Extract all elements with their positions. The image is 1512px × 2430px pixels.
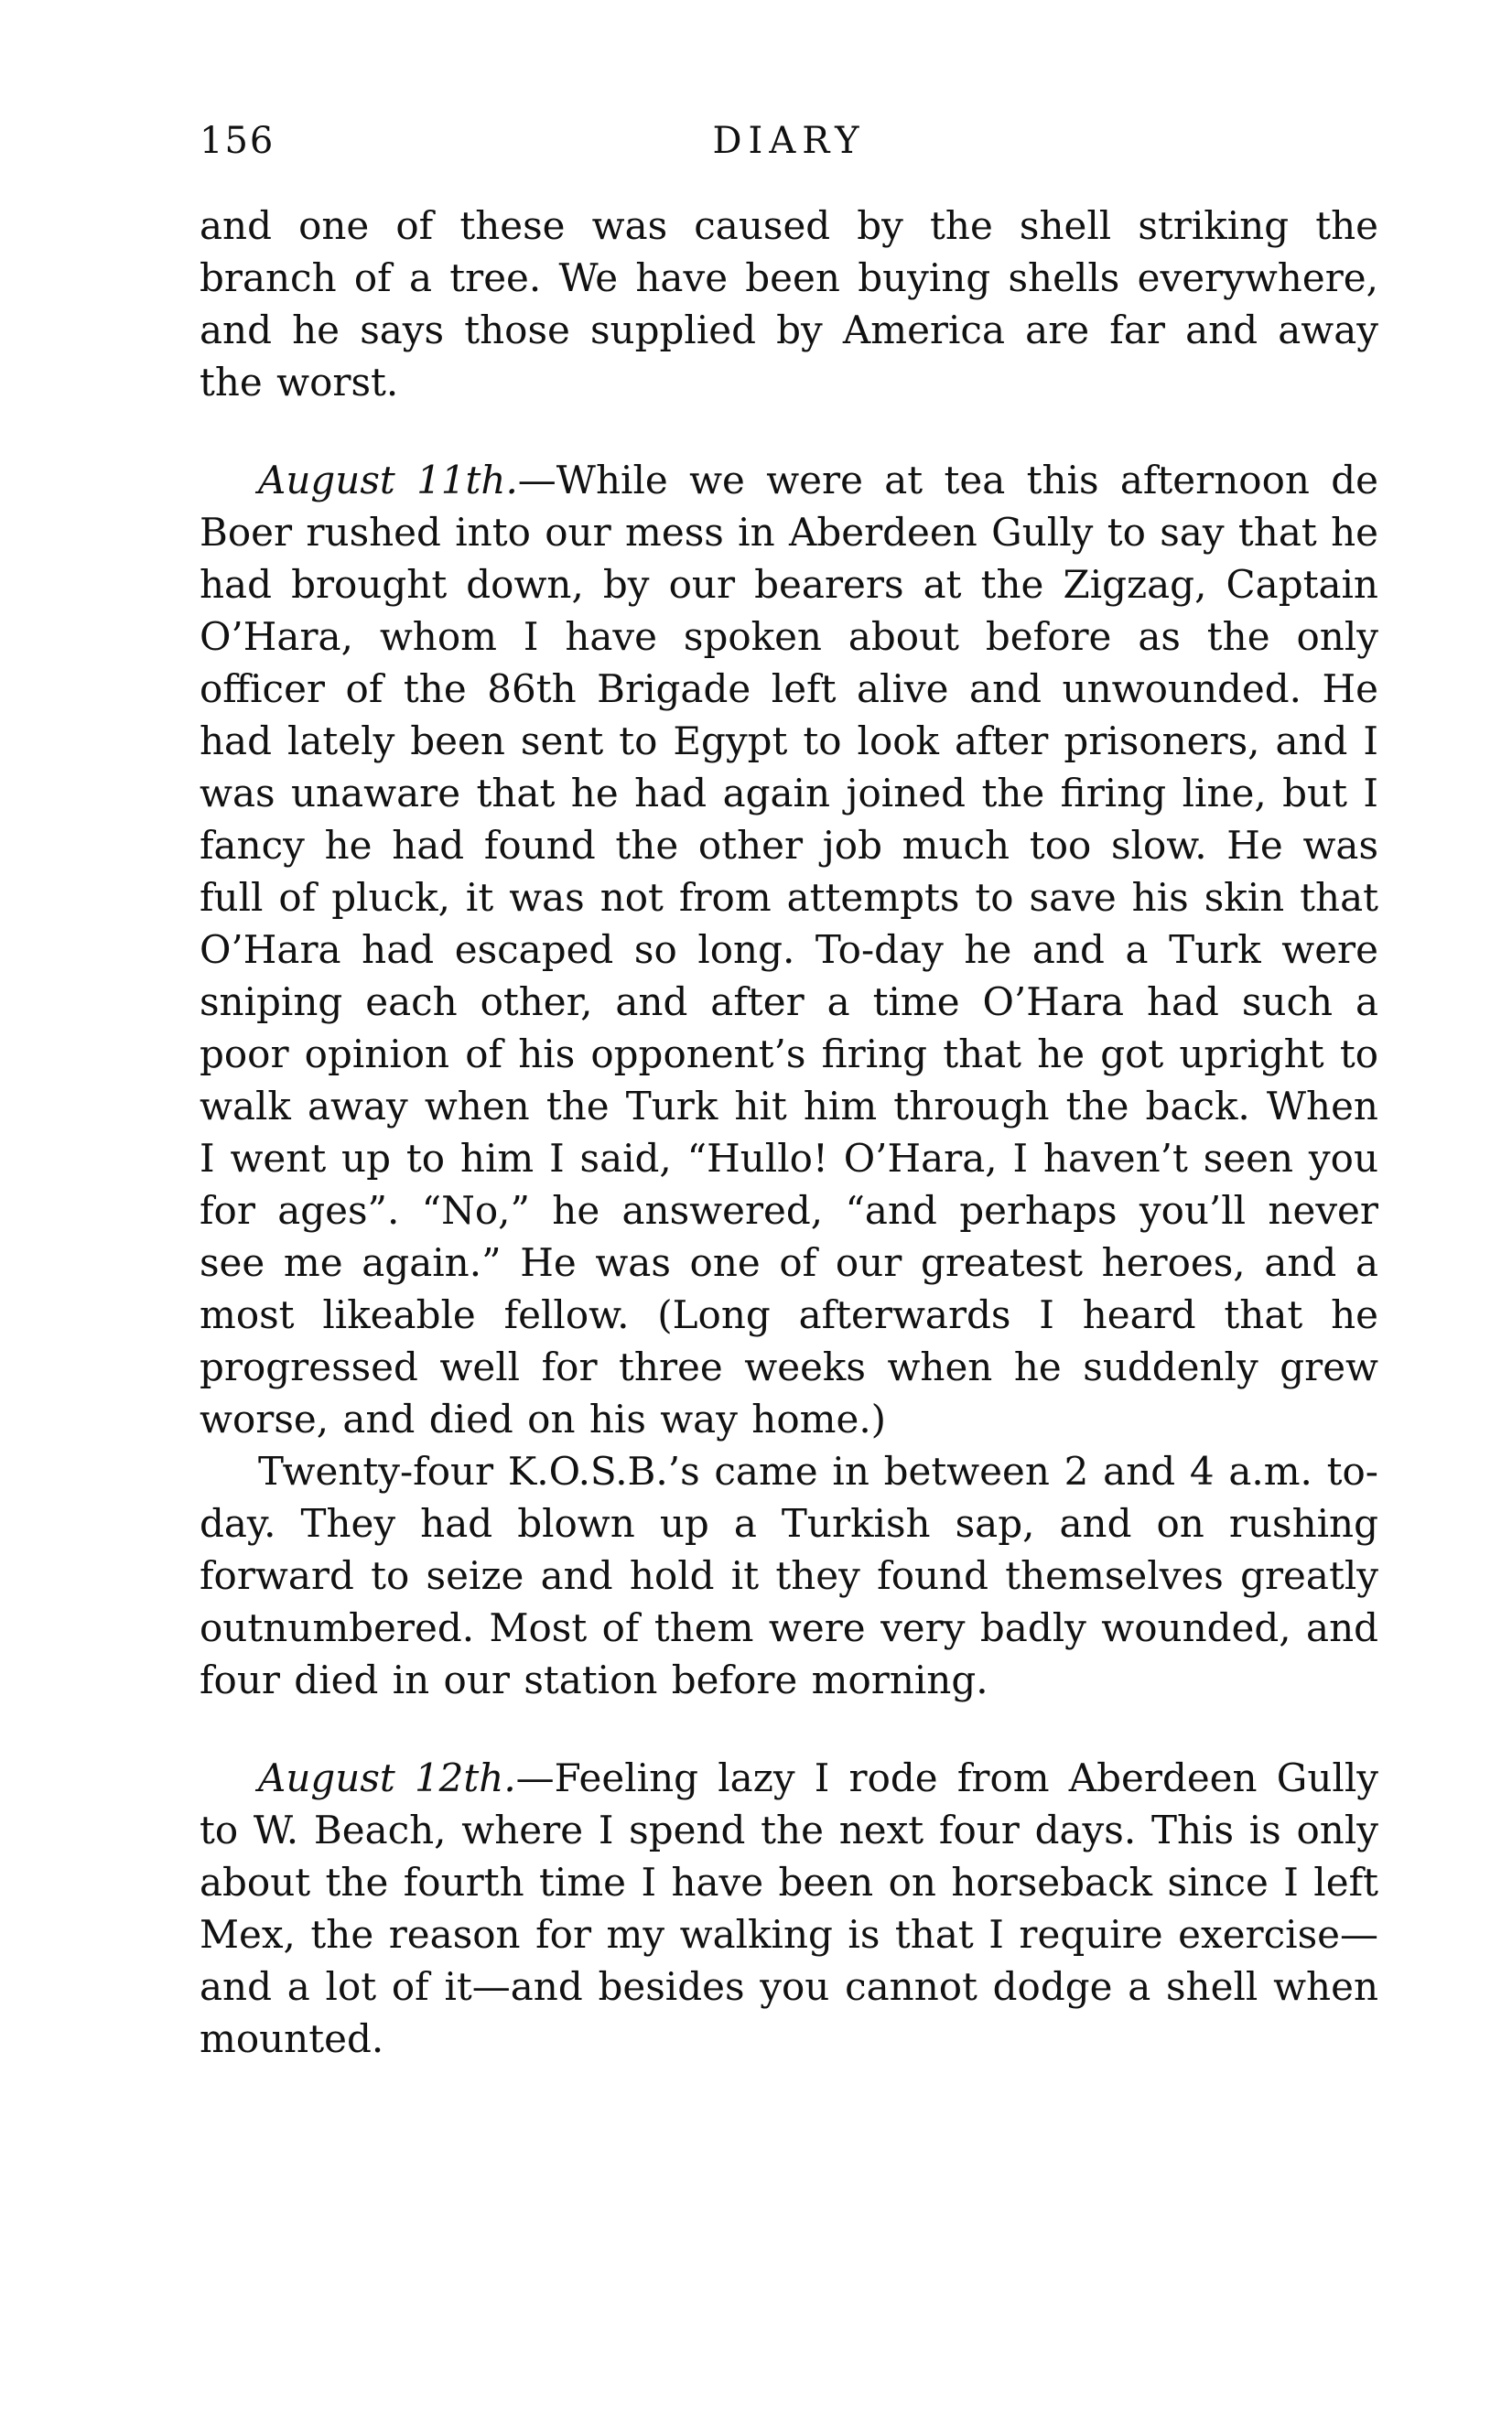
diary-entry-august-12 xyxy=(200,1752,1378,2065)
entry-date-august-12: August 12th. xyxy=(258,1755,516,1800)
entry-date-august-11: August 11th. xyxy=(258,458,518,502)
paragraph-kosb xyxy=(200,1445,1378,1706)
paragraph-text: and one of these was caused by the shell striking the branch of a tree. We have been buying shells everywhere, and he says those supplied by America are far and away the worst. xyxy=(200,203,1378,405)
entry-text: —Feeling lazy I rode from Aberdeen Gully to W. Beach, where I spend the next four days. This is only about the fourth time I have been on horseback since I left Mex, the reason for my walking is that I require exercise—and a lot of it—and besides you cannot dodge a shell when mounted. xyxy=(200,1755,1378,2061)
page-title: DIARY xyxy=(712,120,866,162)
diary-entry-august-11 xyxy=(200,454,1378,1445)
page-number: 156 xyxy=(200,120,275,162)
entry-text: —While we were at tea this afternoon de Boer rushed into our mess in Aberdeen Gully to say that he had brought down, by our bearers at the Zigzag, Captain O’Hara, whom I have spoken about before as the only officer of the 86th Brigade left alive and unwounded. He had lately been sent to Egypt to look after prisoners, and I was unaware that he had again joined the firing line, but I fancy he had found the other job much too slow. He was full of pluck, it was not from attempts to save his skin that O’Hara had escaped so long. To-day he and a Turk were sniping each other, and after a time O’Hara had such a poor opinion of his opponent’s firing that he got upright to walk away when the Turk hit him through the back. When I went up to him I said, “Hullo! O’Hara, I haven’t seen you for ages”. “No,” he answered, “and perhaps you’ll never see me again.” He was one of our greatest heroes, and a most likeable fellow. (Long afterwards I heard that he progressed well for three weeks when he suddenly grew worse, and died on his way home.) xyxy=(200,458,1378,1442)
paragraph-continuation xyxy=(200,200,1378,408)
paragraph-text: Twenty-four K.O.S.B.’s came in between 2 and 4 a.m. to-day. They had blown up a Turkish sap, and on rushing forward to seize and hold it they found themselves greatly outnumbered. Most of them were very badly wounded, and four died in our station before morning. xyxy=(200,1449,1378,1702)
diary-text-block xyxy=(200,200,1378,2065)
running-head xyxy=(200,115,1378,167)
